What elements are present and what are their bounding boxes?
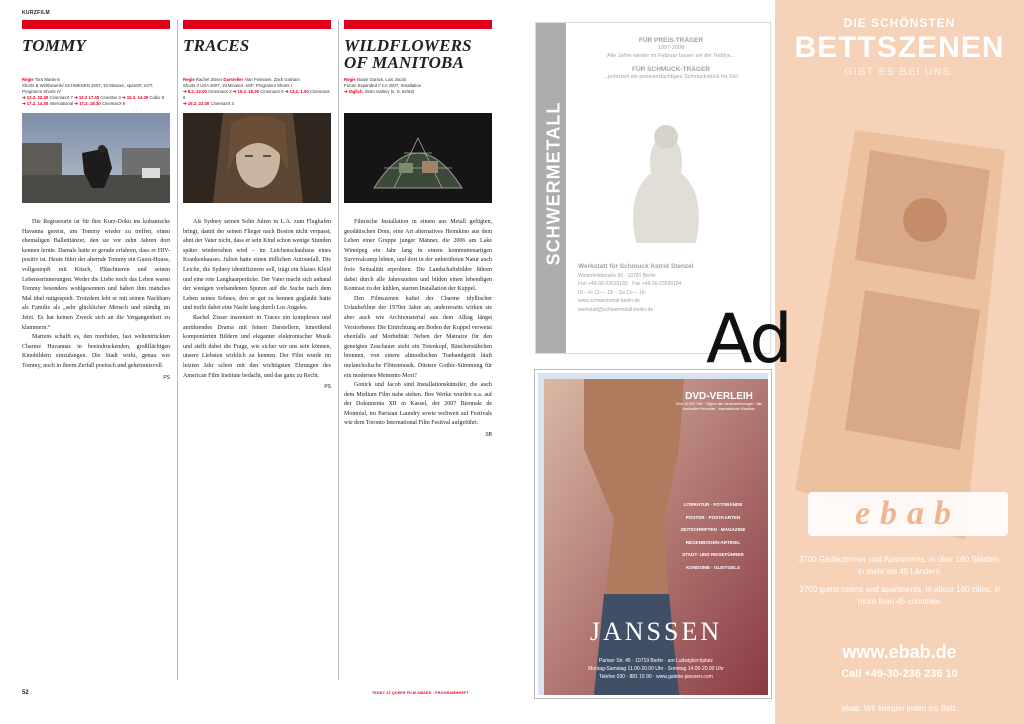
janssen-background bbox=[544, 379, 762, 689]
article-wildflowers bbox=[344, 20, 492, 441]
film-still-havanna bbox=[22, 113, 170, 203]
credits: Regie Noam Gonick, Luis Jacob Forum Expanded // CA 2007, Installation ➔ täglich, Wolo Gallery (s. S. 62/63) bbox=[344, 77, 422, 94]
janssen-address: Pariser Str. 45 · 10719 Berlin · am Ludwigkirchplatz Montag-Samstag 11.00-20.00 Uhr · Sonntag 14.00-20.00 Uhr Telefon 030 - 881 15 90 · www.galerie-janssen.com bbox=[588, 658, 724, 680]
right-page-ads bbox=[512, 0, 1024, 724]
ad-ebab bbox=[775, 0, 1024, 724]
column-divider bbox=[338, 20, 339, 680]
article-tommy bbox=[22, 20, 170, 383]
red-title-bar bbox=[22, 20, 170, 29]
ebab-headline: DIE SCHÖNSTEN BETTSZENEN GIBT ES BEI UNS. bbox=[794, 16, 1005, 78]
brand-band bbox=[536, 23, 566, 353]
janssen-brand: JANSSEN bbox=[589, 617, 723, 646]
ebab-phone: Call +49-30-236 236 10 bbox=[841, 668, 958, 680]
section-label: KURZFILM bbox=[22, 10, 50, 16]
filmstrip-image bbox=[775, 110, 1024, 540]
article-body: Als Sydney seinen Sohn Julien in L.A. zum Flughafen bringt, damit der seinen Flieger nach Boston nicht verpasst, ahnt der Vater nicht, dass er sein Kind schon wenige Stunden später wiedersehen wird – im Leichenschauhaus eines Krankenhauses. Julien hatte einen tödlichen Autounfall. Die Leiche, die Sydney identifizieren soll, trägt ein blaues Kleid und eine rote Langhaarperücke. Der Vater macht sich anhand der wenigen vorhandenen Spuren auf die Suche nach dem Leben seines Sohnes, den er gut zu kennen geglaubt hatte und treibt dabei eine Nacht lang durch Los Angeles. Rachel Zisser inszeniert in Traces ein komplexes und anrührendes Drama mit feinen Darstellern, hinreißend komponierten Bildern und eleganter elektronischer Musik und stellt dabei die Frage, wie sicher wir uns sein können, unsere Liebsten wirklich zu kennen. Der Film wurde im letzten Jahr schon mit den wichtigsten Ehrungen des American Film Institute bedacht, und das ganz zu Recht. PS bbox=[183, 219, 331, 391]
ebab-logo: ebab bbox=[854, 495, 962, 532]
film-still-portrait bbox=[183, 113, 331, 203]
ad-marker: Ad bbox=[706, 300, 791, 379]
film-still-dome bbox=[344, 113, 492, 203]
credits: Regie Rachel Zisser Darsteller Alan Feinstein, Zack Graham Shorts // USA 2007, 19 Minuten, eOF, Programm Shorts I ➔ 8.2. 22.00 CinemaxX 3 ➔ 10.2. 18.30 CinemaxX 6 ➔ 13.2. 1.00 CinemaxX 6 ➔ 15.2. 22.00 CinemaxX 3 bbox=[183, 77, 330, 106]
brand-vertical: SCHWERMETALL bbox=[543, 101, 564, 266]
ebab-copy: 3700 Gästezimmer und Apartments, in über 160 Städten, in mehr als 45 Ländern. 3700 guest rooms and apartments, in about 160 cities, in more than 45 countries. bbox=[798, 555, 1002, 606]
article-traces bbox=[183, 20, 331, 393]
article-body: Die Regisseurin ist für ihre Kurz-Doku ins kubanische Havanna gereist, um Tommy wieder zu treffen, einen ehemaligen Balletttänzer, den sie vor zehn Jahren dort kennen lernte. Damals hatte er gerade erfahren, dass er HIV-positiv ist. Heute führt der alternde Tommy ein Guest-House, vollgestopft mit Kitsch, Plüschtieren und seinen Lebenserinnerungen. Weder die Liebe noch das Leben waren Tommy besonders wohlgesonnen und haben ihm manches Mal übel mitgespielt. Trotzdem lebt er mit seinen Nachbarn als Familie als „sehr glücklicher Mensch und ständig im Jetzt. Es hat keinen Zweck sich an die Vergangenheit zu klammern.“ Martens schafft es, den morbiden, fast weltentrückten Charme Havannas in beeindruckenden, großflächigen Kinobildern einzufangen. Die Stadt wirkt, genau wie Tommy, noch in ihrem Zerfall poetisch und geheimnisvoll. PS bbox=[22, 219, 170, 381]
article-title: TOMMY bbox=[22, 36, 86, 55]
ebab-logo-box bbox=[808, 492, 1008, 536]
article-title: WILDFLOWERS OF MANITOBA bbox=[344, 36, 472, 72]
red-title-bar bbox=[344, 20, 492, 29]
ebab-url: www.ebab.de bbox=[842, 642, 957, 662]
jewelry-sculpture-image bbox=[596, 113, 736, 253]
footer-tag: TEDDY 22 QUEER FILM AWARD · PROGRAMMHEFT bbox=[372, 691, 469, 695]
page-number: 52 bbox=[22, 690, 29, 696]
schwermetall-address: Werkstatt für Schmuck Astrid Stenzel Winterfeldtstraße 50 · 10781 Berlin Fon +49-30-23639183 · Fax +49-30-23639184 Di – Fr 11ⁿ – 19ⁿ · Sa 11ⁿ – 16ⁿ www.schwermetall-berlin.de werkstatt@schwermetall-berlin.de bbox=[578, 263, 694, 313]
column-divider bbox=[177, 20, 178, 680]
ebab-tagline: ebab. Wir kriegen jeden ins Bett. bbox=[841, 704, 958, 713]
article-title: TRACES bbox=[183, 36, 250, 55]
product-list: LITERATUR · FOTOBÄNDE POSTER · POSTKARTEN ZEITSCHRIFTEN · MAGAZINE REGENBOGEN-ARTIKEL STADT- UND REISEFÜHRER KONDOME · GLEITGELS bbox=[680, 502, 746, 570]
schwermetall-copy: FÜR PREIS-TRÄGER 1997-2008 Alle Jahre wieder im Februar bauen wir die Teddys... FÜR SCHMUCK-TRÄGER ...jederzeit ein preisverdächtiges Schmuckstück für Sie! bbox=[603, 37, 739, 80]
dvd-block: DVD-VERLEIH Über 10.000 Titel · Täglich alle Neuerscheinungen · Alle namhaften Hersteller · Internationale Klassiker bbox=[675, 391, 763, 411]
red-title-bar bbox=[183, 20, 331, 29]
credits: Regie Tora Martens Shorts & Wettbewerb/ SCHWEDEN 2007, 18 Minuten, spanOF, eOT, Programm Shorts IV ➔ 13.2. 22.30 CinemaxX 7 ➔ 12.2 17.45 CineStar 3 ➔ 15.2. 14.30 Cubix 9 ➔ 17.2. 14.00 International ➔ 17.2. 18.30 CinemaxX 6 bbox=[22, 77, 164, 106]
ad-janssen bbox=[535, 370, 771, 698]
article-body: Filmische Installation in einem aus Metall gefügten, geodätischen Dom, eine Art alternatives Heimkino aus dem Leben einer Gruppe junger Männer, die 2006 am Lake Winnipeg ein Jahr lang in einem kommunenartigen Survivalcamp lebten, und dort in der unberührten Natur auch freie Sexualität erprobten. Die Landschaftsbilder führen dabei durch alle Jahreszeiten und bilden einen lebendigen Kontrast zu der kühlen, starren Installation der Kuppel. Den Filmszenen haftet der Charme idyllischer Urlaubsfilme der 1970er Jahre an, andererseits wirken sie aber auch wie Archivmaterial aus dem Alltag längst Verstorbener. Die Einrichtung am Boden der Kuppel verweist ebenfalls auf Morbidität: Neben der Matratze für den geneigten Zuschauer steht ein Totenkopf, Räucherstäbchen brennen, von einem altmodischen Tonbandgerät läuft melancholische Flötenmusik. Düstere Gothic-Stimmung für ein modernes Memento Mori? Gonick und Jacob sind Installationskünstler, die auch dem Medium Film nahe stehen. Ihre Werke wurden u.a. auf der Dokumenta XII in Kassel, der 2007 Biennale de Montréal, im Parisian Laundry sowie weltweit auf Festivals wie dem Toronto International Film Festival aufgeführt. SB bbox=[344, 219, 492, 439]
